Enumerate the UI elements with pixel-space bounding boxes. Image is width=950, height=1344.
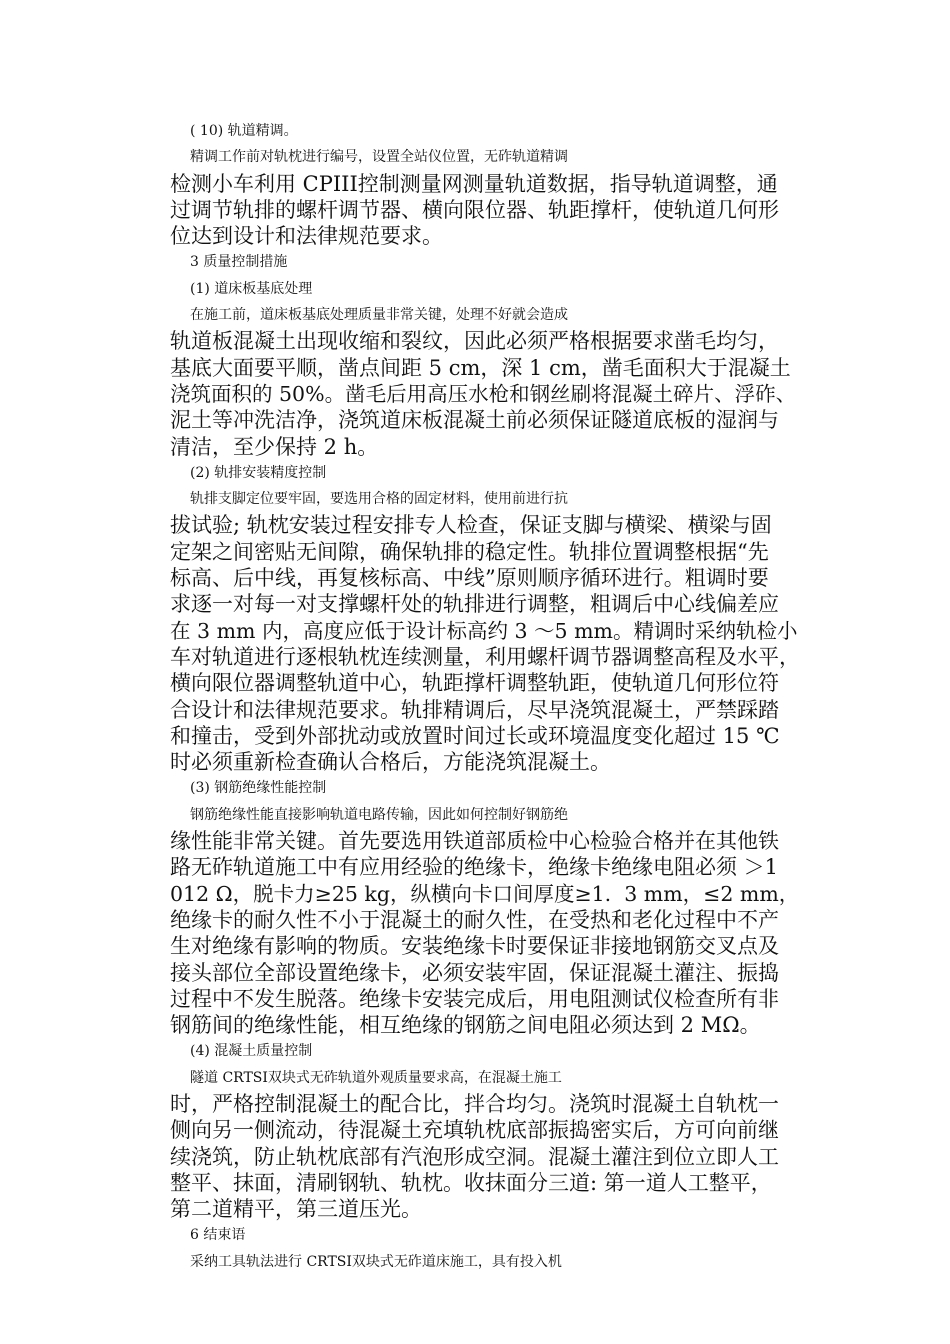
text-line: (3) 钢筋绝缘性能控制 <box>190 780 327 797</box>
text-line: 时必须重新检查确认合格后，方能浇筑混凝土。 <box>170 750 611 775</box>
text-line: 基底大面要平顺，凿点间距 5 cm，深 1 cm，凿毛面积大于混凝土 <box>170 355 791 380</box>
text-line: 整平、抹面，清刷钢轨、轨枕。收抹面分三道: 第一道人工整平， <box>170 1170 772 1195</box>
text-line: 生对绝缘有影响的物质。安装绝缘卡时要保证非接地钢筋交叉点及 <box>170 934 779 959</box>
text-line: 精调工作前对轨枕进行编号，设置全站仪位置，无砟轨道精调 <box>190 149 568 166</box>
text-line: 路无砟轨道施工中有应用经验的绝缘卡，绝缘卡绝缘电阻必须 ＞1 <box>170 855 779 880</box>
text-line: (2) 轨排安装精度控制 <box>190 464 327 481</box>
text-line: 轨道板混凝土出现收缩和裂纹，因此必须严格根据要求凿毛均匀， <box>170 329 779 354</box>
text-line: 钢筋绝缘性能直接影响轨道电路传输，因此如何控制好钢筋绝 <box>190 806 568 823</box>
text-line: 检测小车利用 CPIII控制测量网测量轨道数据，指导轨道调整，通 <box>170 171 778 196</box>
text-line: ( 10) 轨道精调。 <box>190 123 298 139</box>
text-line: 采纳工具轨法进行 CRTSⅠ双块式无砟道床施工，具有投入机 <box>190 1253 562 1270</box>
text-line: 时，严格控制混凝土的配合比，拌合均匀。浇筑时混凝土自轨枕一 <box>170 1091 779 1116</box>
text-line: 过调节轨排的螺杆调节器、横向限位器、轨距撑杆，使轨道几何形 <box>170 197 779 222</box>
text-line: 轨排支脚定位要牢固，要选用合格的固定材料，使用前进行抗 <box>190 491 568 508</box>
text-line: 位达到设计和法律规范要求。 <box>170 224 443 249</box>
text-line: 泥土等冲洗洁净，浇筑道床板混凝土前必须保证隧道底板的湿润与 <box>170 408 779 433</box>
text-line: 缘性能非常关键。首先要选用铁道部质检中心检验合格并在其他铁 <box>170 829 779 854</box>
text-line: 定架之间密贴无间隙，确保轨排的稳定性。轨排位置调整根据“先 <box>170 539 769 564</box>
text-line: 浇筑面积的 50%。凿毛后用高压水枪和钢丝刷将混凝土碎片、浮砟、 <box>170 381 797 406</box>
text-line: 第二道精平，第三道压光。 <box>170 1197 422 1222</box>
text-line: 钢筋间的绝缘性能，相互绝缘的钢筋之间电阻必须达到 2 MΩ。 <box>170 1013 761 1038</box>
text-line: 求逐一对每一对支撑螺杆处的轨排进行调整，粗调后中心线偏差应 <box>170 592 779 617</box>
text-line: 过程中不发生脱落。绝缘卡安装完成后，用电阻测试仪检查所有非 <box>170 986 779 1011</box>
document-body <box>170 118 800 1275</box>
text-line: 侧向另一侧流动，待混凝土充填轨枕底部振捣密实后，方可向前继 <box>170 1118 779 1143</box>
text-line: 车对轨道进行逐根轨枕连续测量，利用螺杆调节器调整高程及水平， <box>170 644 800 669</box>
text-line: 接头部位全部设置绝缘卡，必须安装牢固，保证混凝土灌注、振捣 <box>170 960 779 985</box>
text-line: 横向限位器调整轨道中心，轨距撑杆调整轨距，使轨道几何形位符 <box>170 671 779 696</box>
text-line: 续浇筑，防止轨枕底部有汽泡形成空洞。混凝土灌注到位立即人工 <box>170 1144 779 1169</box>
text-line: (1) 道床板基底处理 <box>190 280 313 297</box>
text-line: (4) 混凝土质量控制 <box>190 1043 313 1060</box>
text-line: 拔试验; 轨枕安装过程安排专人检查，保证支脚与横梁、横梁与固 <box>170 513 772 538</box>
text-line: 在 3 mm 内，高度应低于设计标高约 3 ～5 mm。精调时采纳轨检小 <box>170 618 798 643</box>
text-line: 3 质量控制措施 <box>190 254 288 271</box>
text-line: 6 结束语 <box>190 1227 246 1244</box>
text-line: 标高、后中线，再复核标高、中线”原则顺序循环进行。粗调时要 <box>170 566 769 591</box>
text-line: 在施工前，道床板基底处理质量非常关键，处理不好就会造成 <box>190 307 568 324</box>
text-line: 和撞击，受到外部扰动或放置时间过长或环境温度变化超过 15 ℃ <box>170 723 780 748</box>
text-line: 隧道 CRTSⅠ双块式无砟轨道外观质量要求高，在混凝土施工 <box>190 1069 562 1086</box>
text-line: 清洁，至少保持 2 h。 <box>170 434 379 459</box>
text-line: 合设计和法律规范要求。轨排精调后，尽早浇筑混凝土，严禁踩踏 <box>170 697 779 722</box>
text-line: 绝缘卡的耐久性不小于混凝土的耐久性，在受热和老化过程中不产 <box>170 907 779 932</box>
text-line: 012 Ω，脱卡力≥25 kg，纵横向卡口间厚度≥1. 3 mm，≤2 mm， <box>170 881 800 906</box>
